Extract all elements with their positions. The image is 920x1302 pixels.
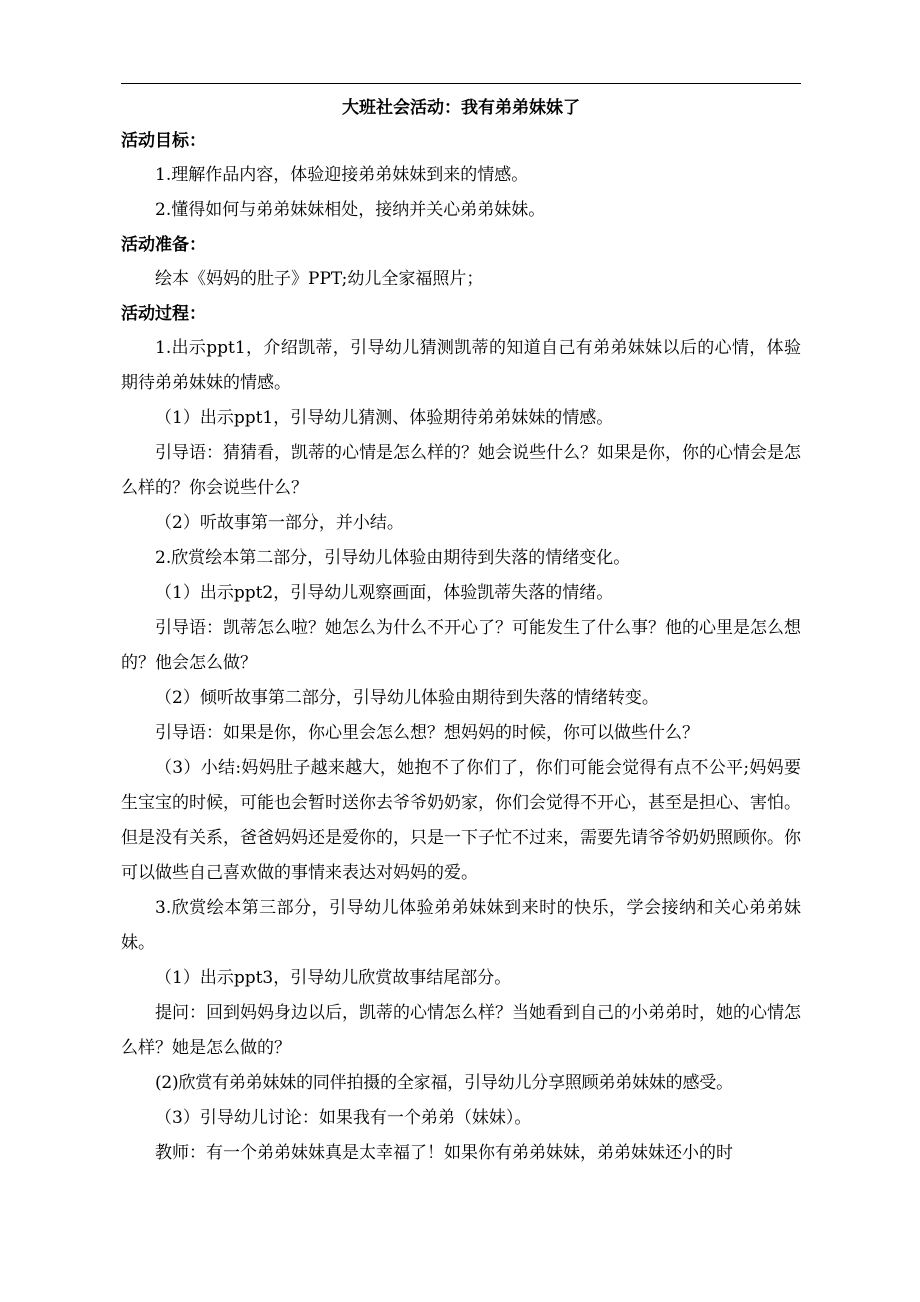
process-step: （3）引导幼儿讨论：如果我有一个弟弟（妹妹）。 <box>155 1108 532 1128</box>
process-step: 3.欣赏绘本第三部分，引导幼儿体验弟弟妹妹到来时的快乐，学会接纳和关心弟弟妹妹。 <box>121 898 801 953</box>
prep-heading: 活动准备： <box>121 235 206 255</box>
goals-heading: 活动目标： <box>121 131 206 151</box>
process-step: （1）出示ppt3，引导幼儿欣赏故事结尾部分。 <box>155 968 512 988</box>
process-step: 2.欣赏绘本第二部分，引导幼儿体验由期待到失落的情绪变化。 <box>155 548 631 568</box>
process-step: （1）出示ppt1，引导幼儿猜测、体验期待弟弟妹妹的情感。 <box>155 408 614 428</box>
process-step: 引导语：如果是你，你心里会怎么想？想妈妈的时候，你可以做些什么？ <box>155 723 699 743</box>
process-step: 提问：回到妈妈身边以后，凯蒂的心情怎么样？当她看到自己的小弟弟时，她的心情怎么样？她是怎么做的？ <box>121 1003 801 1058</box>
process-step: 1.出示ppt1，介绍凯蒂，引导幼儿猜测凯蒂的知道自己有弟弟妹妹以后的心情，体验期待弟弟妹妹的情感。 <box>121 338 801 393</box>
process-step: 引导语：猜猜看，凯蒂的心情是怎么样的？她会说些什么？如果是你，你的心情会是怎么样的？你会说些什么？ <box>121 443 801 498</box>
goal-item: 2.懂得如何与弟弟妹妹相处，接纳并关心弟弟妹妹。 <box>155 200 546 220</box>
process-heading: 活动过程： <box>121 304 206 324</box>
process-step: 引导语：凯蒂怎么啦？她怎么为什么不开心了？可能发生了什么事？他的心里是怎么想的？他会怎么做？ <box>121 618 801 673</box>
header-rule <box>121 83 801 84</box>
process-step: （2）倾听故事第二部分，引导幼儿体验由期待到失落的情绪转变。 <box>155 688 659 708</box>
process-step: 教师：有一个弟弟妹妹真是太幸福了！如果你有弟弟妹妹，弟弟妹妹还小的时 <box>155 1143 733 1163</box>
process-step: （2）听故事第一部分，并小结。 <box>155 513 404 533</box>
document-body <box>121 94 801 1171</box>
document-title: 大班社会活动：我有弟弟妹妹了 <box>342 98 580 118</box>
process-step: （3）小结:妈妈肚子越来越大，她抱不了你们了，你们可能会觉得有点不公平;妈妈要生宝宝的时候，可能也会暂时送你去爷爷奶奶家，你们会觉得不开心，甚至是担心、害怕。但是没有关系，爸爸妈妈还是爱你的，只是一下子忙不过来，需要先请爷爷奶奶照顾你。你可以做些自己喜欢做的事情来表达对妈妈的爱。 <box>121 758 801 883</box>
process-step: （1）出示ppt2，引导幼儿观察画面，体验凯蒂失落的情绪。 <box>155 583 614 603</box>
goal-item: 1.理解作品内容，体验迎接弟弟妹妹到来的情感。 <box>155 165 529 185</box>
prep-item: 绘本《妈妈的肚子》PPT;幼儿全家福照片； <box>155 269 484 289</box>
process-step: (2)欣赏有弟弟妹妹的同伴拍摄的全家福，引导幼儿分享照顾弟弟妹妹的感受。 <box>155 1073 733 1093</box>
